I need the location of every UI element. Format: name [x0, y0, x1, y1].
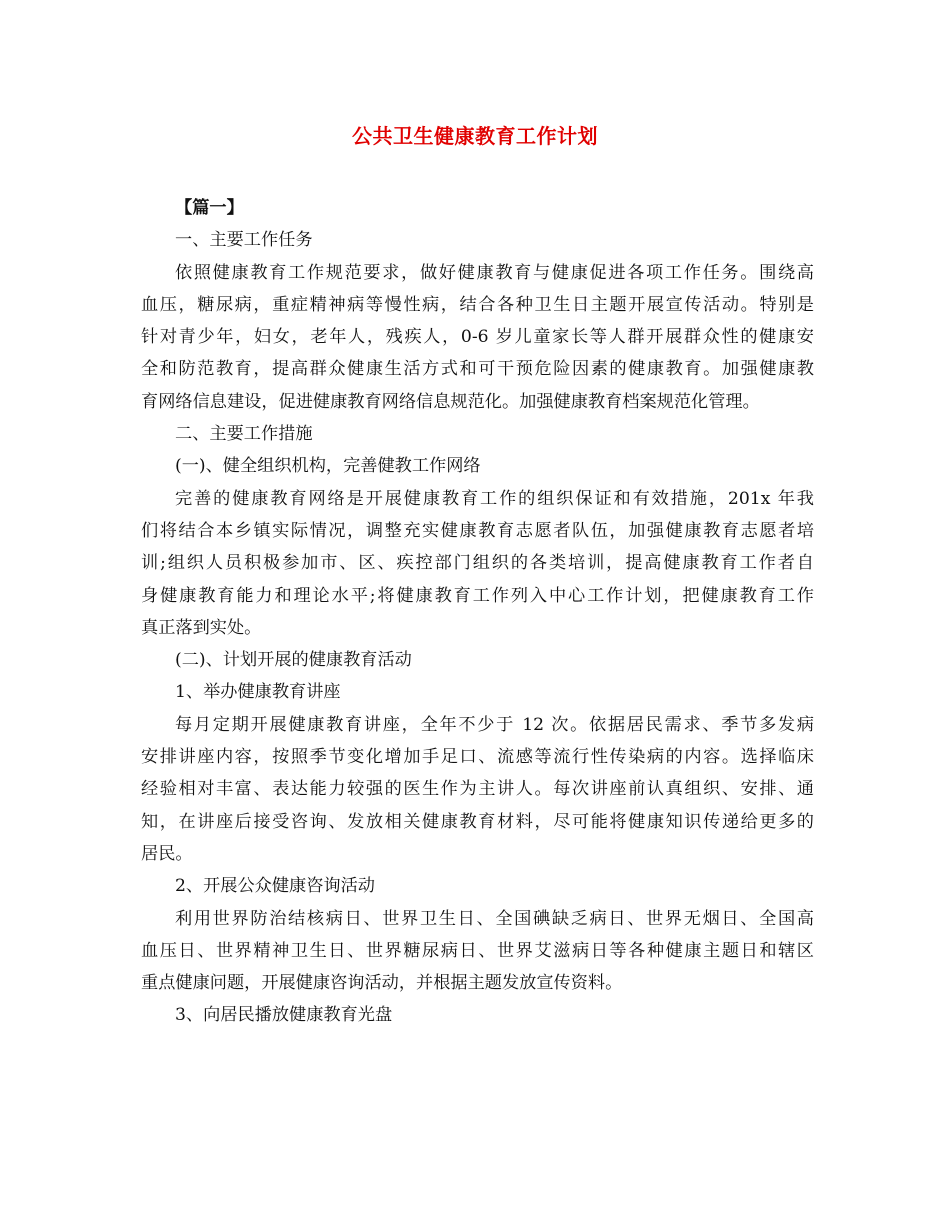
paragraph-line: 血压日、世界精神卫生日、世界糖尿病日、世界艾滋病日等各种健康主题日和辖区	[141, 940, 814, 961]
paragraph-line: 经验相对丰富、表达能力较强的医生作为主讲人。每次讲座前认真组织、安排、通	[141, 779, 814, 800]
paragraph-line: 全和防范教育，提高群众健康生活方式和可干预危险因素的健康教育。加强健康教	[141, 359, 814, 380]
paragraph-line: 针对青少年，妇女，老年人，残疾人，0-6 岁儿童家长等人群开展群众性的健康安	[141, 327, 814, 348]
paragraph-line: 知，在讲座后接受咨询、发放相关健康教育材料，尽可能将健康知识传递给更多的	[141, 811, 814, 832]
section-label: 【篇一】	[175, 198, 244, 218]
paragraph-line: 血压，糖尿病，重症精神病等慢性病，结合各种卫生日主题开展宣传活动。特别是	[141, 294, 814, 315]
heading-1: 一、主要工作任务	[175, 230, 313, 251]
item-heading-1: 1、举办健康教育讲座	[175, 682, 341, 703]
document-body	[141, 192, 814, 1032]
paragraph-line: 育网络信息建设，促进健康教育网络信息规范化。加强健康教育档案规范化管理。	[141, 391, 760, 412]
item-heading-3: 3、向居民播放健康教育光盘	[175, 1005, 393, 1026]
paragraph-line: 每月定期开展健康教育讲座，全年不少于 12 次。依据居民需求、季节多发病	[175, 714, 814, 735]
paragraph-line: 们将结合本乡镇实际情况，调整充实健康教育志愿者队伍，加强健康教育志愿者培	[141, 520, 814, 541]
paragraph-line: 重点健康问题，开展健康咨询活动，并根据主题发放宣传资料。	[141, 973, 623, 994]
paragraph-line: 依照健康教育工作规范要求，做好健康教育与健康促进各项工作任务。围绕高	[175, 262, 814, 283]
paragraph-line: 完善的健康教育网络是开展健康教育工作的组织保证和有效措施，201x 年我	[175, 488, 814, 509]
subheading-2: (二)、计划开展的健康教育活动	[175, 650, 412, 671]
item-heading-2: 2、开展公众健康咨询活动	[175, 876, 375, 897]
paragraph-line: 安排讲座内容，按照季节变化增加手足口、流感等流行性传染病的内容。选择临床	[141, 747, 814, 768]
subheading-1: (一)、健全组织机构，完善健教工作网络	[175, 456, 481, 477]
paragraph-line: 利用世界防治结核病日、世界卫生日、全国碘缺乏病日、世界无烟日、全国高	[175, 908, 814, 929]
paragraph-line: 训;组织人员积极参加市、区、疾控部门组织的各类培训，提高健康教育工作者自	[141, 553, 814, 574]
heading-2: 二、主要工作措施	[175, 424, 313, 445]
document-title: 公共卫生健康教育工作计划	[352, 124, 598, 148]
paragraph-line: 身健康教育能力和理论水平;将健康教育工作列入中心工作计划，把健康教育工作	[141, 585, 814, 606]
paragraph-line: 真正落到实处。	[141, 617, 262, 638]
paragraph-line: 居民。	[141, 843, 193, 864]
